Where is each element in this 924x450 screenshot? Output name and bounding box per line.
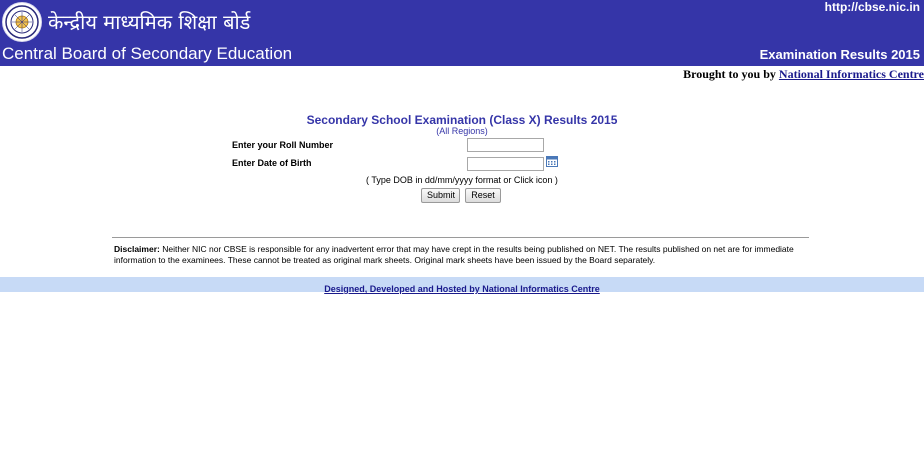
org-name: Central Board of Secondary Education bbox=[2, 44, 293, 63]
reset-button[interactable]: Reset bbox=[465, 188, 501, 203]
roll-number-label: Enter your Roll Number bbox=[232, 140, 334, 150]
credits-line bbox=[683, 67, 924, 82]
section-title: Examination Results 2015 bbox=[759, 47, 920, 62]
disclaimer bbox=[114, 244, 804, 266]
dob-format-hint: ( Type DOB in dd/mm/yyyy format or Click icon ) bbox=[366, 175, 558, 185]
header-bar bbox=[0, 0, 924, 66]
page-subtitle: (All Regions) bbox=[436, 126, 488, 136]
credits-prefix: Brought to you by bbox=[683, 67, 776, 81]
divider bbox=[112, 237, 809, 238]
footer-nic-link[interactable]: Designed, Developed and Hosted by National Informatics Centre bbox=[324, 284, 600, 294]
hindi-board-title: केन्द्रीय माध्यमिक शिक्षा बोर्ड bbox=[48, 10, 251, 34]
page-title: Secondary School Examination (Class X) Results 2015 bbox=[306, 113, 618, 127]
calendar-icon[interactable] bbox=[546, 155, 558, 167]
cbse-emblem-icon bbox=[2, 2, 42, 42]
footer-bar bbox=[0, 277, 924, 292]
disclaimer-heading: Disclaimer: bbox=[114, 244, 160, 254]
submit-button[interactable]: Submit bbox=[421, 188, 460, 203]
disclaimer-text: Neither NIC nor CBSE is responsible for any inadvertent error that may have crept in the results being published on NET. The results published on net are for immediate information to the examinees. These cannot be treated as original mark sheets. Original mark sheets have been issued by the Board separately. bbox=[114, 244, 794, 265]
roll-number-input[interactable] bbox=[467, 138, 544, 152]
dob-label: Enter Date of Birth bbox=[232, 158, 312, 168]
nic-link[interactable]: National Informatics Centre bbox=[778, 67, 924, 81]
dob-input[interactable] bbox=[467, 157, 544, 171]
site-url: http://cbse.nic.in bbox=[824, 0, 920, 14]
